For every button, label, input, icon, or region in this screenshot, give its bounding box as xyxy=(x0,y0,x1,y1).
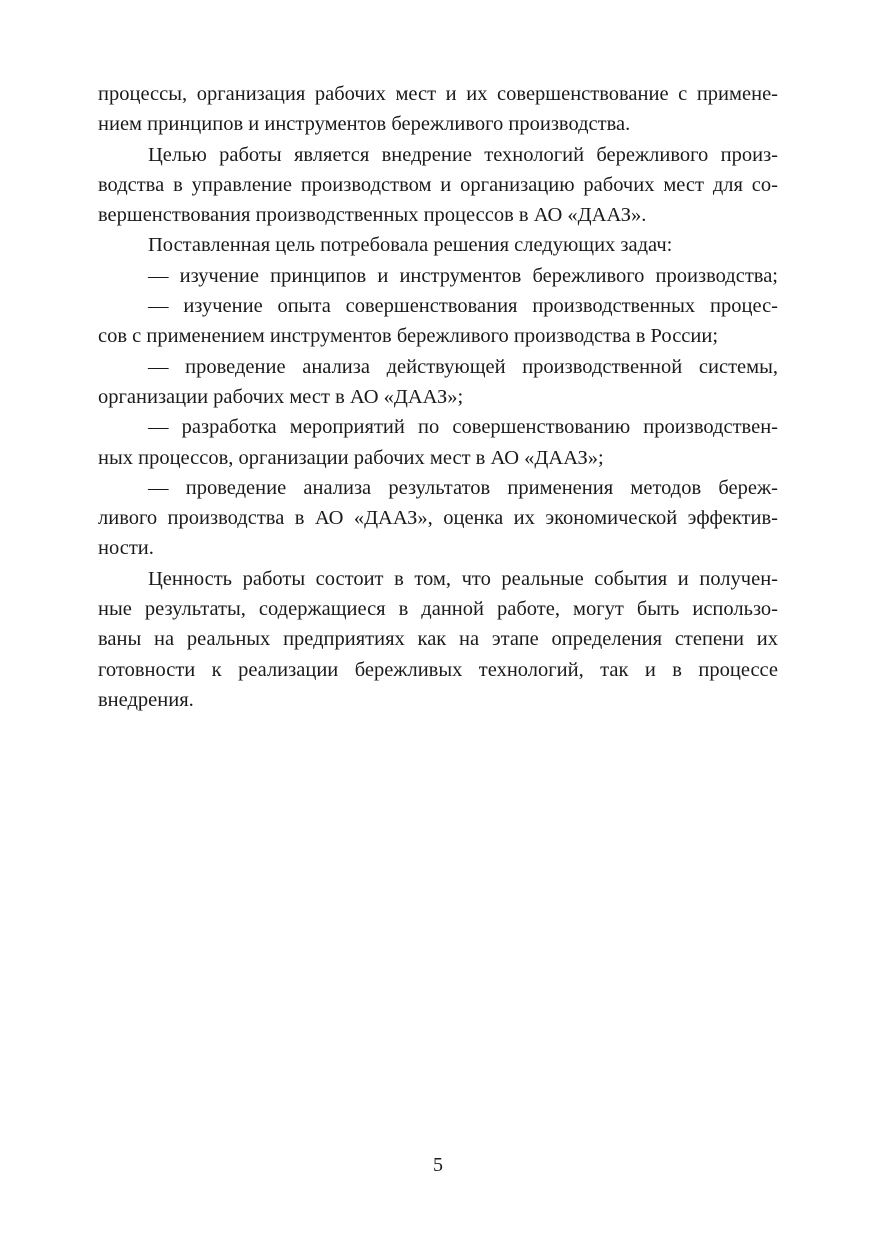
page-number: 5 xyxy=(433,1154,443,1176)
text-line: ливого производства в АО «ДААЗ», оценка их экономической эффектив- xyxy=(98,507,778,530)
text-line: ности. xyxy=(98,537,154,560)
text-line: ных процессов, организации рабочих мест в АО «ДААЗ»; xyxy=(98,446,604,469)
text-line: внедрения. xyxy=(98,688,194,711)
text-line: сов с применением инструментов бережливого производства в России; xyxy=(98,325,719,348)
text-line: — изучение опыта совершенствования производственных процес- xyxy=(148,295,778,318)
text-line: — проведение анализа результатов применения методов береж- xyxy=(148,476,778,499)
text-line: Ценность работы состоит в том, что реальные события и получен- xyxy=(148,567,778,590)
text-line: Поставленная цель потребовала решения следующих задач: xyxy=(148,234,673,257)
text-line: ные результаты, содержащиеся в данной работе, могут быть использо- xyxy=(98,598,778,621)
text-line: нием принципов и инструментов бережливого производства. xyxy=(98,113,631,136)
text-line: готовности к реализации бережливых технологий, так и в процессе xyxy=(98,658,778,681)
document-body xyxy=(98,79,778,715)
text-line: ваны на реальных предприятиях как на этапе определения степени их xyxy=(98,628,778,651)
text-line: процессы, организация рабочих мест и их совершенствование с примене- xyxy=(98,83,778,105)
text-line: — изучение принципов и инструментов бережливого производства; xyxy=(148,264,778,287)
text-line: вершенствования производственных процессов в АО «ДААЗ». xyxy=(98,204,647,227)
text-line: водства в управление производством и организацию рабочих мест для со- xyxy=(98,173,778,196)
text-line: Целью работы является внедрение технологий бережливого произ- xyxy=(148,143,778,166)
text-line: — проведение анализа действующей производственной системы, xyxy=(148,355,778,378)
text-line: организации рабочих мест в АО «ДААЗ»; xyxy=(98,385,464,408)
text-line: — разработка мероприятий по совершенствованию производствен- xyxy=(148,416,778,439)
